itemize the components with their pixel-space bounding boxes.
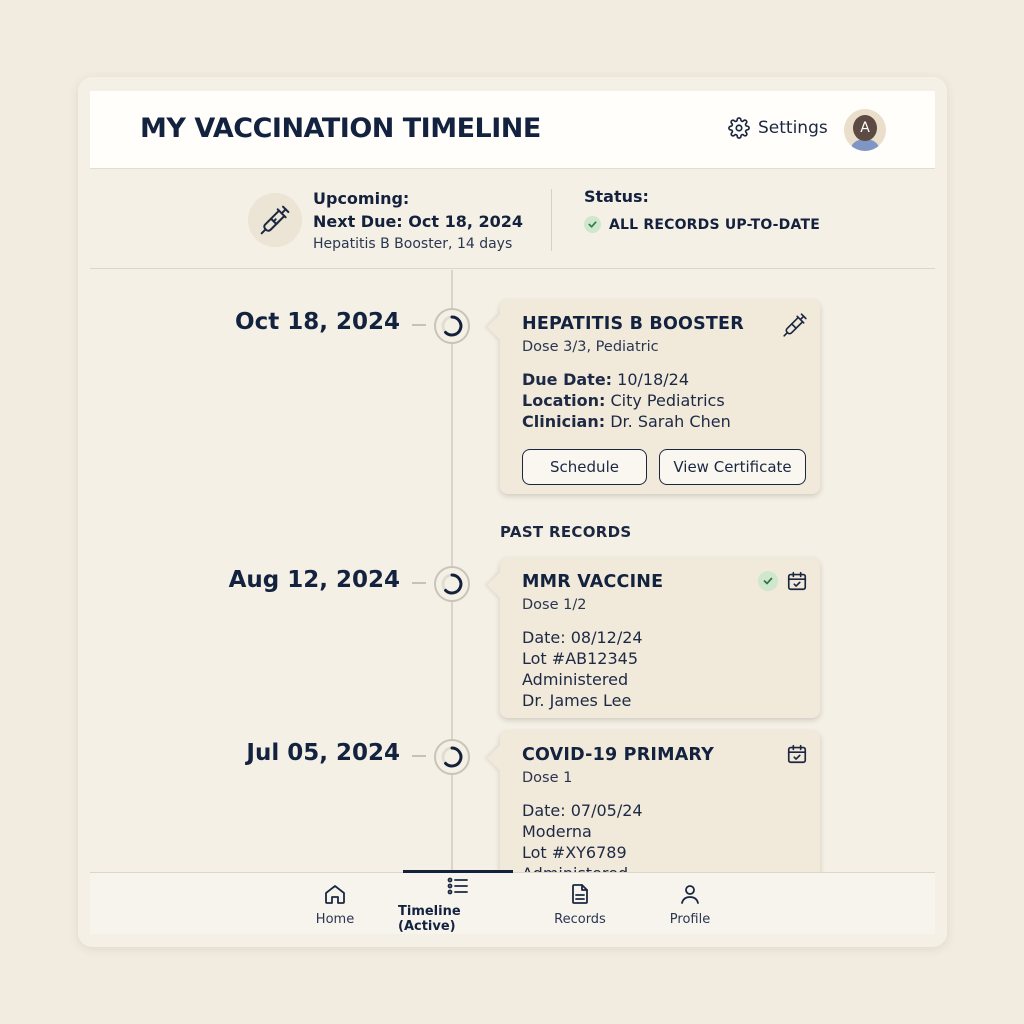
next-due: Next Due: Oct 18, 2024 — [313, 212, 524, 231]
card-icons — [782, 312, 808, 338]
timeline-connector — [412, 582, 426, 584]
detail-line: Moderna — [522, 822, 592, 841]
timeline-node — [434, 739, 470, 775]
settings-gear-icon — [728, 117, 750, 139]
past-vaccine-card[interactable] — [500, 558, 820, 718]
document-icon — [568, 882, 592, 906]
detail-line: Dr. James Lee — [522, 691, 632, 710]
status-label: Status: — [584, 187, 649, 206]
check-icon — [584, 216, 601, 233]
card-icons — [758, 570, 808, 592]
upcoming-vaccine-card[interactable] — [500, 300, 820, 494]
calendar-check-icon — [786, 743, 808, 765]
status-row — [584, 216, 820, 233]
card-dose: Dose 1 — [522, 770, 573, 786]
nav-home[interactable] — [300, 873, 370, 935]
progress-ring-icon — [440, 745, 464, 769]
due-date-label: Due Date: — [522, 370, 613, 389]
card-dose: Dose 1/2 — [522, 597, 587, 613]
card-title: HEPATITIS B BOOSTER — [522, 314, 744, 334]
nav-records[interactable] — [545, 873, 615, 935]
nav-timeline[interactable] — [398, 873, 518, 935]
nav-home-label: Home — [315, 911, 355, 927]
location-label: Location: — [522, 391, 606, 410]
card-details — [522, 627, 800, 711]
location-row — [522, 390, 800, 411]
nav-records-label: Records — [554, 911, 606, 927]
schedule-button[interactable]: Schedule — [522, 449, 647, 485]
settings-button[interactable] — [728, 117, 828, 139]
summary-divider — [551, 189, 552, 251]
view-certificate-button[interactable]: View Certificate — [659, 449, 806, 485]
card-dose: Dose 3/3, Pediatric — [522, 339, 659, 355]
detail-line: Lot #AB12345 — [522, 649, 639, 668]
home-icon — [323, 882, 347, 906]
detail-line: Administered — [522, 670, 629, 689]
location-value: City Pediatrics — [610, 391, 725, 410]
syringe-icon — [259, 204, 291, 236]
clinician-value: Dr. Sarah Chen — [610, 412, 731, 431]
nav-timeline-label: Timeline (Active) — [398, 904, 461, 934]
card-icons — [786, 743, 808, 765]
nav-profile-label: Profile — [669, 911, 711, 927]
detail-line: Date: 07/05/24 — [522, 801, 643, 820]
timeline-node — [434, 308, 470, 344]
header-bar — [90, 91, 935, 169]
status-text: ALL RECORDS UP-TO-DATE — [609, 216, 820, 233]
upcoming-label: Upcoming: — [313, 189, 410, 208]
past-vaccine-card[interactable] — [500, 731, 820, 891]
due-date-row — [522, 369, 800, 390]
card-title: MMR VACCINE — [522, 572, 664, 592]
check-icon — [758, 571, 778, 591]
syringe-badge — [248, 193, 302, 247]
bottom-nav — [90, 872, 935, 934]
avatar[interactable] — [844, 109, 886, 151]
timeline-connector — [412, 755, 426, 757]
timeline-connector — [412, 324, 426, 326]
avatar-initial: A — [853, 115, 877, 141]
summary-panel — [90, 169, 935, 269]
calendar-check-icon — [786, 570, 808, 592]
past-records-heading: PAST RECORDS — [500, 523, 632, 541]
page-title: MY VACCINATION TIMELINE — [140, 113, 541, 144]
timeline-date: Oct 18, 2024 — [235, 309, 400, 335]
next-due-detail: Hepatitis B Booster, 14 days — [313, 236, 513, 252]
timeline-date: Aug 12, 2024 — [228, 567, 400, 593]
clinician-label: Clinician: — [522, 412, 606, 431]
progress-ring-icon — [440, 572, 464, 596]
upcoming-summary — [313, 187, 523, 256]
timeline-date: Jul 05, 2024 — [246, 740, 400, 766]
clinician-row — [522, 411, 800, 432]
status-summary — [584, 187, 820, 233]
detail-line: Lot #XY6789 — [522, 843, 627, 862]
timeline-node — [434, 566, 470, 602]
due-date-value: 10/18/24 — [617, 370, 690, 389]
card-title: COVID-19 PRIMARY — [522, 745, 715, 765]
syringe-icon — [782, 312, 808, 338]
detail-line: Date: 08/12/24 — [522, 628, 643, 647]
app-window — [78, 77, 947, 947]
card-details — [522, 369, 800, 432]
progress-ring-icon — [440, 314, 464, 338]
person-icon — [678, 882, 702, 906]
nav-profile[interactable] — [655, 873, 725, 935]
list-icon — [446, 874, 470, 898]
settings-label: Settings — [758, 118, 828, 138]
